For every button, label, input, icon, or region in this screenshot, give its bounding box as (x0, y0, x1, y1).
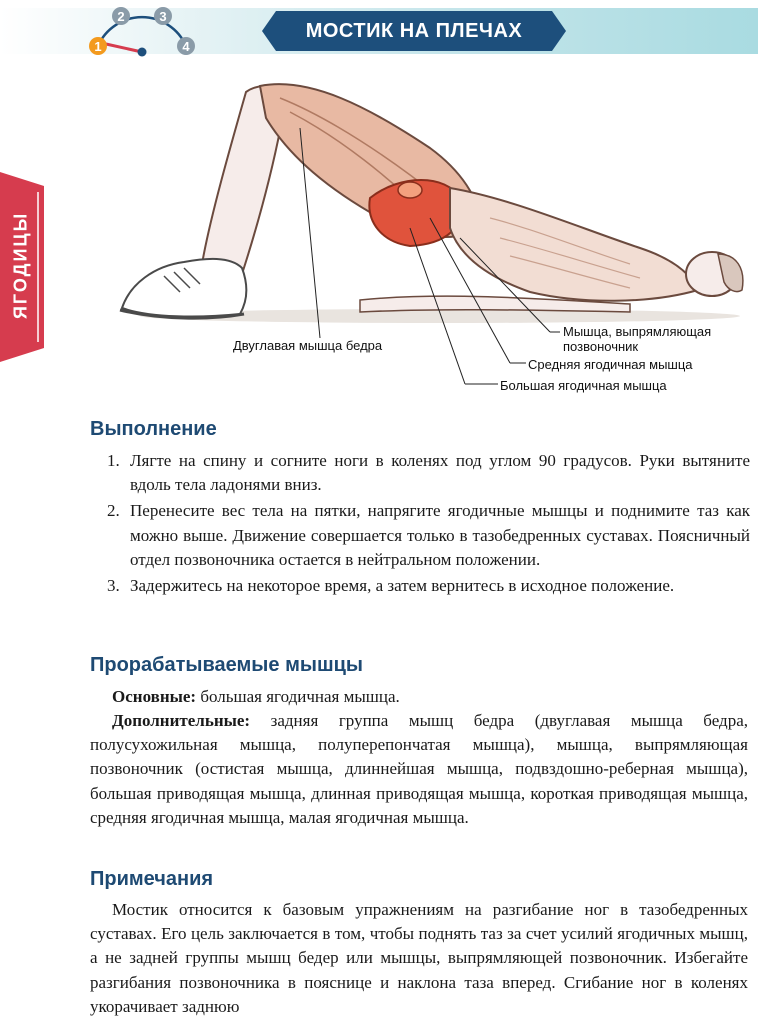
step-number: 3. (107, 576, 120, 596)
difficulty-step-4 (177, 37, 195, 55)
extra-muscles-text: задняя группа мышц бедра (двуглавая мышца бедра, полусухожильная мышца, полуперепончатая мышца), мышца, выпрямляющая позвоночник (остистая мышца, длиннейшая мышца, подвздошно-реберная мышца), большая приводящая мышца, длинная приводящая мышца, короткая приводящая мышца, средняя ягодичная мышца, малая ягодичная мышца. (90, 711, 748, 827)
svg-text:3: 3 (159, 9, 167, 24)
difficulty-step-1 (89, 37, 107, 55)
side-tab-label: ЯГОДИЦЫ (10, 211, 31, 319)
difficulty-dial-icon (82, 0, 202, 62)
label-gluteus-medius: Средняя ягодичная мышца (528, 357, 693, 372)
step-text: Задержитесь на некоторое время, а затем вернитесь в исходное положение. (130, 576, 675, 596)
execution-step (107, 499, 750, 572)
heading-execution: Выполнение (90, 418, 217, 440)
main-muscles-label: Основные: (112, 687, 197, 706)
svg-text:2: 2 (117, 9, 125, 24)
step-number: 2. (107, 501, 120, 521)
execution-step (107, 574, 750, 598)
difficulty-step-2 (112, 7, 130, 25)
main-muscles-text: большая ягодичная мышца. (196, 687, 400, 706)
heading-muscles: Прорабатываемые мышцы (90, 654, 363, 676)
label-biceps-femoris: Двуглавая мышца бедра (233, 338, 383, 353)
heading-notes: Примечания (90, 868, 214, 890)
notes-paragraph: Мостик относится к базовым упражнениям на разгибание ног в тазобедренных суставах. Его цель заключается в том, чтобы поднять таз за счет усилий ягодичных мышц, а не задней группы мышц бедер или мышцы, выпрямляющей позвоночник. Избегайте разгибания позвоночника в пояснице и наклона таза вперед. Сгибание ног в коленях укорачивает заднюю (90, 900, 748, 1016)
extra-muscles-label: Дополнительные: (112, 711, 251, 730)
page-title: МОСТИК НА ПЛЕЧАХ (305, 19, 523, 42)
step-text: Перенесите вес тела на пятки, напрягите ягодичные мышцы и поднимите таз как можно выше. Движение совершается только в тазобедренных суставах. Поясничный отдел позвоночника остается в нейтральном положении. (130, 501, 750, 569)
execution-step (107, 449, 750, 497)
svg-text:4: 4 (182, 39, 190, 54)
step-number: 1. (107, 451, 120, 470)
main-muscles-paragraph (90, 685, 748, 709)
execution-steps (107, 449, 750, 600)
label-gluteus-maximus: Большая ягодичная мышца (500, 378, 667, 393)
label-erector-spinae: Мышца, выпрямляющая позвоночник (563, 324, 712, 354)
extra-muscles-paragraph (90, 709, 748, 830)
svg-text:1: 1 (94, 39, 102, 54)
difficulty-step-3 (154, 7, 172, 25)
step-text: Лягте на спину и согните ноги в коленях под углом 90 градусов. Руки вытяните вдоль тела ладонями вниз. (130, 451, 750, 495)
